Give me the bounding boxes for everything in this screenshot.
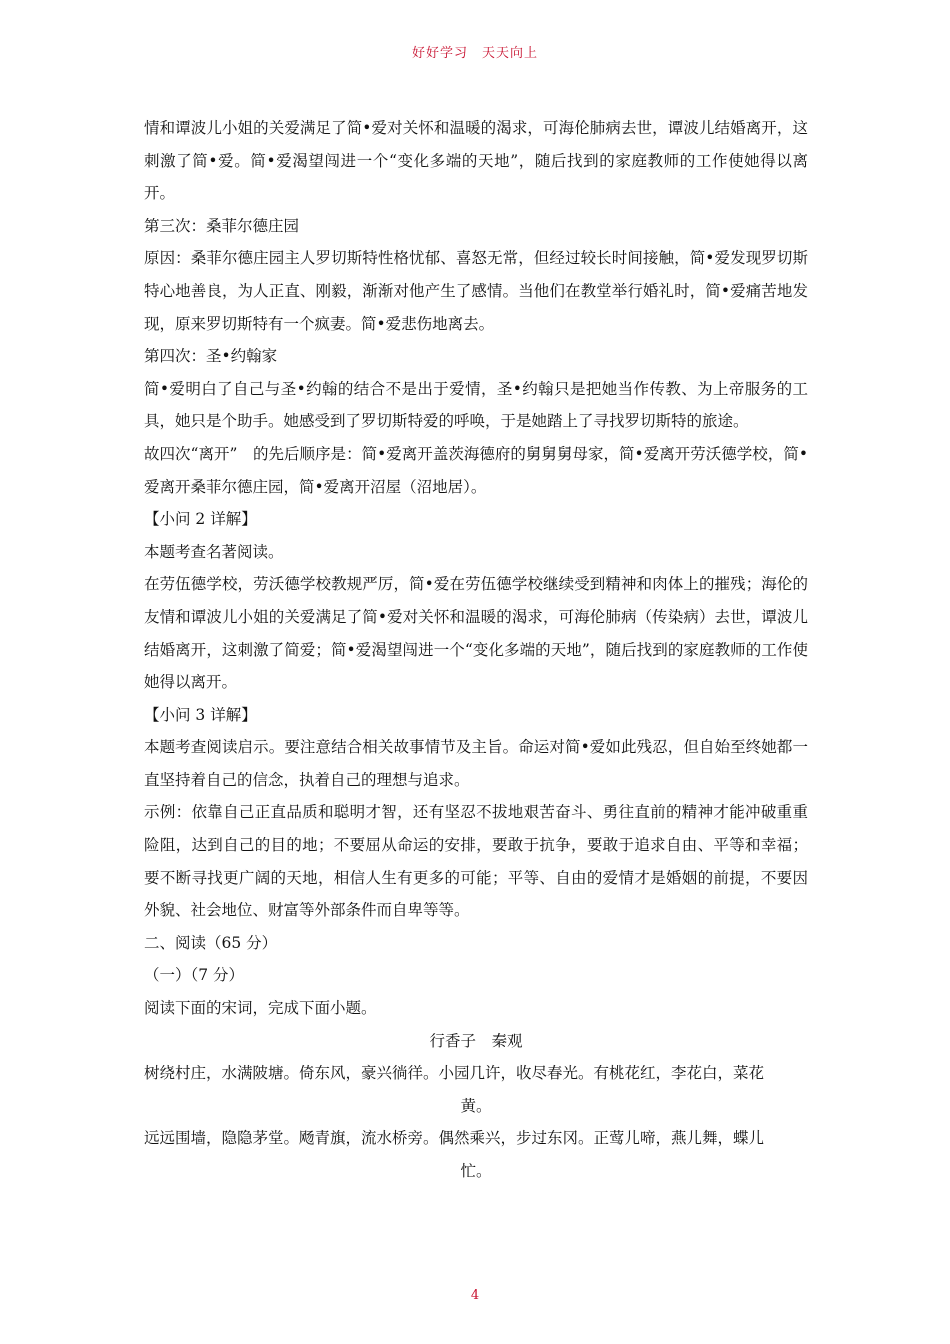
instruction: 阅读下面的宋词，完成下面小题。 [144, 999, 377, 1018]
poem-line-end: 忙。 [460, 1162, 492, 1180]
poem-line: 树绕村庄，水满陂塘。倚东风，豪兴徜徉。小园几许，收尽春光。有桃花红，李花白，菜花 [144, 1064, 765, 1083]
paragraph: 故四次“离开” 的先后顺序是：简•爱离开盖茨海德府的舅舅舅母家，简•爱离开劳沃德学校，简•爱离开桑菲尔德庄园，简•爱离开沼屋（沼地居）。 [144, 444, 808, 496]
poem-line: 远远围墙，隐隐茅堂。飏青旗，流水桥旁。偶然乘兴，步过东冈。正莺儿啼，燕儿舞，蝶儿 [144, 1129, 765, 1148]
question-3-heading: 【小问 3 详解】 [144, 705, 257, 724]
paragraph: 在劳伍德学校，劳沃德学校教规严厉，简•爱在劳伍德学校继续受到精神和肉体上的摧残；海伦的友情和谭波儿小姐的关爱满足了简•爱对关怀和温暖的渴求，可海伦肺病（传染病）去世，谭波儿结婚离开，这刺激了简爱；简•爱渴望闯进一个“变化多端的天地”，随后找到的家庭教师的工作使她得以离开。 [144, 575, 808, 692]
section-heading-reading: 二、阅读（65 分） [144, 933, 278, 952]
paragraph: 示例：依靠自己正直品质和聪明才智，还有坚忍不拔地艰苦奋斗、勇往直前的精神才能冲破重重险阻，达到自己的目的地；不要屈从命运的安排，要敢于抗争，要敢于追求自由、平等和幸福；要不断寻找更广阔的天地，相信人生有更多的可能；平等、自由的爱情才是婚姻的前提，不要因外貌、社会地位、财富等外部条件而自卑等等。 [144, 803, 808, 920]
section-heading-fourth: 第四次：圣•约翰家 [144, 347, 278, 366]
question-2-heading: 【小问 2 详解】 [144, 510, 257, 529]
paragraph: 简•爱明白了自己与圣•约翰的结合不是出于爱情，圣•约翰只是把她当作传教、为上帝服务的工具，她只是个助手。她感受到了罗切斯特爱的呼唤，于是她踏上了寻找罗切斯特的旅途。 [144, 379, 808, 431]
paragraph: 本题考查阅读启示。要注意结合相关故事情节及主旨。命运对简•爱如此残忍，但自始至终她都一直坚持着自己的信念，执着自己的理想与追求。 [144, 738, 808, 789]
page-number: 4 [470, 1288, 480, 1303]
page-header-motto: 好好学习 天天向上 [411, 46, 538, 61]
poem-line-end: 黄。 [460, 1096, 492, 1115]
poem-title: 行香子 秦观 [429, 1031, 523, 1050]
section-heading-third: 第三次：桑菲尔德庄园 [144, 216, 300, 235]
subsection-heading: （一）（7 分） [144, 966, 245, 985]
paragraph: 原因：桑菲尔德庄园主人罗切斯特性格忧郁、喜怒无常，但经过较长时间接触，简•爱发现罗切斯特心地善良，为人正直、刚毅，渐渐对他产生了感情。当他们在教堂举行婚礼时，简•爱痛苦地发现，原来罗切斯特有一个疯妻。简•爱悲伤地离去。 [144, 249, 808, 333]
paragraph: 本题考查名著阅读。 [144, 542, 284, 561]
paragraph: 情和谭波儿小姐的关爱满足了简•爱对关怀和温暖的渴求，可海伦肺病去世，谭波儿结婚离开，这刺激了简•爱。简•爱渴望闯进一个“变化多端的天地”，随后找到的家庭教师的工作使她得以离开。 [144, 119, 808, 203]
document-body [144, 112, 808, 1188]
